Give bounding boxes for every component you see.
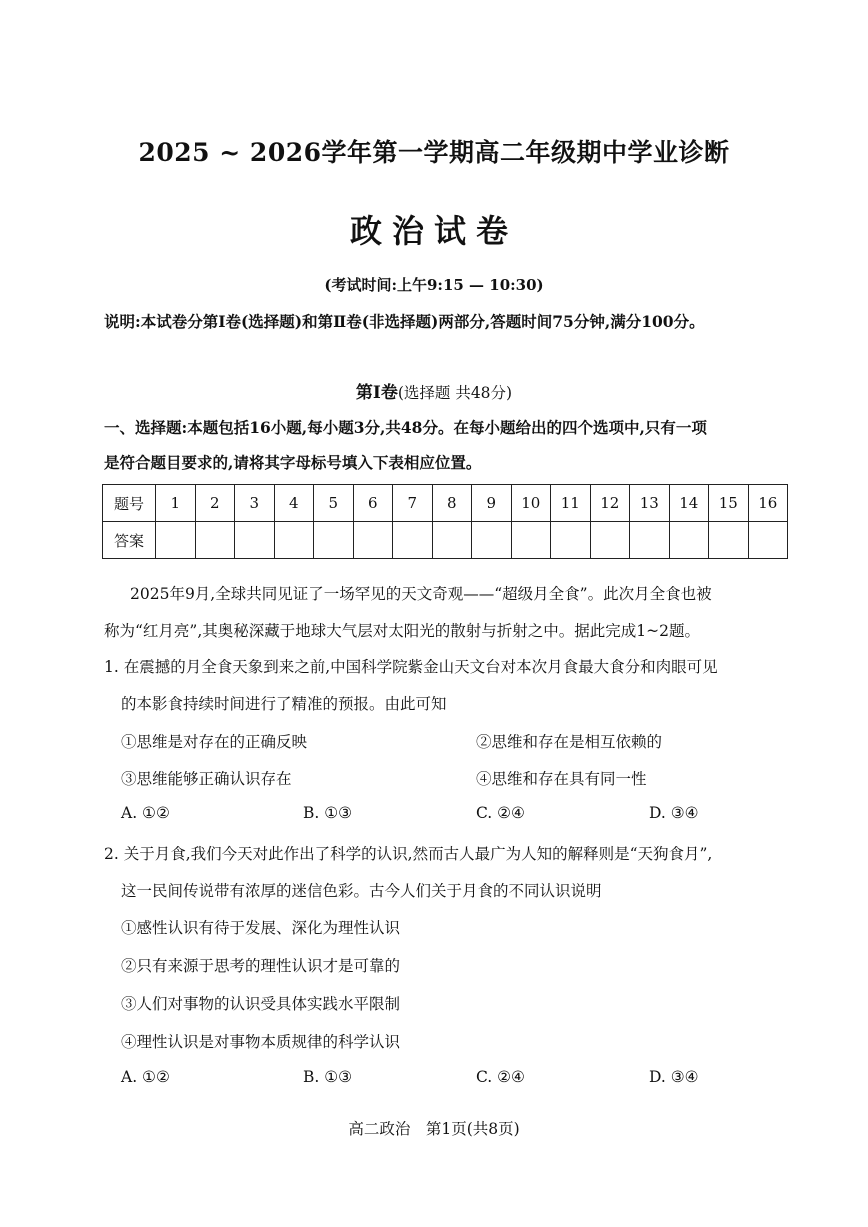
- number-row-label: 题号: [103, 485, 156, 522]
- question-number-cell: 13: [630, 485, 670, 522]
- part1-intro-line1: 一、选择题:本题包括16小题,每小题3分,共48分。在每小题给出的四个选项中,只有一项: [104, 418, 707, 437]
- question2-stem-line1: 2. 关于月食,我们今天对此作出了科学的认识,然而古人最广为人知的解释则是“天狗食月”,: [104, 845, 713, 863]
- question2-option-4: ④理性认识是对事物本质规律的科学认识: [121, 1033, 401, 1051]
- material-line2: 称为“红月亮”,其奥秘深藏于地球大气层对太阳光的散射与折射之中。据此完成1~2题。: [104, 622, 700, 640]
- answer-cell[interactable]: [156, 522, 196, 559]
- question1-answer-d: D. ③④: [649, 804, 699, 822]
- answer-cell[interactable]: [748, 522, 788, 559]
- question-number-cell: 5: [314, 485, 354, 522]
- question1-answer-c: C. ②④: [476, 804, 525, 822]
- exam-instructions: 说明:本试卷分第Ⅰ卷(选择题)和第Ⅱ卷(非选择题)两部分,答题时间75分钟,满分100分。: [104, 312, 705, 331]
- question2-option-1: ①感性认识有待于发展、深化为理性认识: [121, 919, 401, 937]
- question-number-cell: 7: [393, 485, 433, 522]
- question-number-cell: 12: [590, 485, 630, 522]
- subject-title: 政治试卷: [349, 212, 518, 250]
- answer-cell[interactable]: [472, 522, 512, 559]
- question2-answer-d: D. ③④: [649, 1068, 699, 1086]
- part1-intro-line2: 是符合题目要求的,请将其字母标号填入下表相应位置。: [104, 453, 482, 472]
- question2-stem-line2: 这一民间传说带有浓厚的迷信色彩。古今人们关于月食的不同认识说明: [121, 882, 602, 900]
- question1-option-1: ①思维是对存在的正确反映: [121, 733, 308, 751]
- answer-table: [102, 484, 788, 559]
- question1-stem-line1: 1. 在震撼的月全食天象到来之前,中国科学院紫金山天文台对本次月食最大食分和肉眼可见: [104, 658, 718, 676]
- question-number-cell: 15: [709, 485, 749, 522]
- question1-option-3: ③思维能够正确认识存在: [121, 770, 292, 788]
- question-number-cell: 10: [511, 485, 551, 522]
- answer-cell[interactable]: [353, 522, 393, 559]
- part1-heading-main: 第Ⅰ卷: [355, 383, 398, 403]
- question-number-cell: 1: [156, 485, 196, 522]
- answer-cell[interactable]: [709, 522, 749, 559]
- question-number-cell: 2: [195, 485, 235, 522]
- question2-option-3: ③人们对事物的认识受具体实践水平限制: [121, 995, 401, 1013]
- answer-cell[interactable]: [590, 522, 630, 559]
- answer-table-answer-row: [103, 522, 788, 559]
- answer-cell[interactable]: [195, 522, 235, 559]
- answer-cell[interactable]: [551, 522, 591, 559]
- exam-title: 2025 ~ 2026学年第一学期高二年级期中学业诊断: [138, 138, 730, 167]
- question-number-cell: 3: [235, 485, 275, 522]
- question1-answer-b: B. ①③: [303, 804, 353, 822]
- question1-option-4: ④思维和存在具有同一性: [476, 770, 647, 788]
- question-number-cell: 4: [274, 485, 314, 522]
- question-number-cell: 8: [432, 485, 472, 522]
- question-number-cell: 11: [551, 485, 591, 522]
- question2-answer-a: A. ①②: [121, 1068, 170, 1086]
- question1-stem-line2: 的本影食持续时间进行了精准的预报。由此可知: [121, 695, 447, 713]
- answer-cell[interactable]: [393, 522, 433, 559]
- answer-cell[interactable]: [432, 522, 472, 559]
- part1-heading-sub: (选择题 共48分): [397, 384, 513, 402]
- question2-answer-b: B. ①③: [303, 1068, 353, 1086]
- answer-cell[interactable]: [314, 522, 354, 559]
- question-number-cell: 9: [472, 485, 512, 522]
- question-number-cell: 14: [669, 485, 709, 522]
- question1-answer-a: A. ①②: [121, 804, 170, 822]
- question2-option-2: ②只有来源于思考的理性认识才是可靠的: [121, 957, 401, 975]
- part1-heading: [0, 378, 868, 403]
- answer-row-label: 答案: [103, 522, 156, 559]
- answer-cell[interactable]: [235, 522, 275, 559]
- answer-cell[interactable]: [669, 522, 709, 559]
- page-footer: 高二政治 第1页(共8页): [348, 1120, 520, 1138]
- question-number-cell: 6: [353, 485, 393, 522]
- question2-answer-c: C. ②④: [476, 1068, 525, 1086]
- answer-table-number-row: [103, 485, 788, 522]
- material-line1: 2025年9月,全球共同见证了一场罕见的天文奇观——“超级月全食”。此次月全食也被: [130, 585, 712, 603]
- answer-cell[interactable]: [630, 522, 670, 559]
- question-number-cell: 16: [748, 485, 788, 522]
- answer-cell[interactable]: [274, 522, 314, 559]
- answer-cell[interactable]: [511, 522, 551, 559]
- question1-option-2: ②思维和存在是相互依赖的: [476, 733, 663, 751]
- exam-time: (考试时间:上午9:15 — 10:30): [324, 276, 544, 294]
